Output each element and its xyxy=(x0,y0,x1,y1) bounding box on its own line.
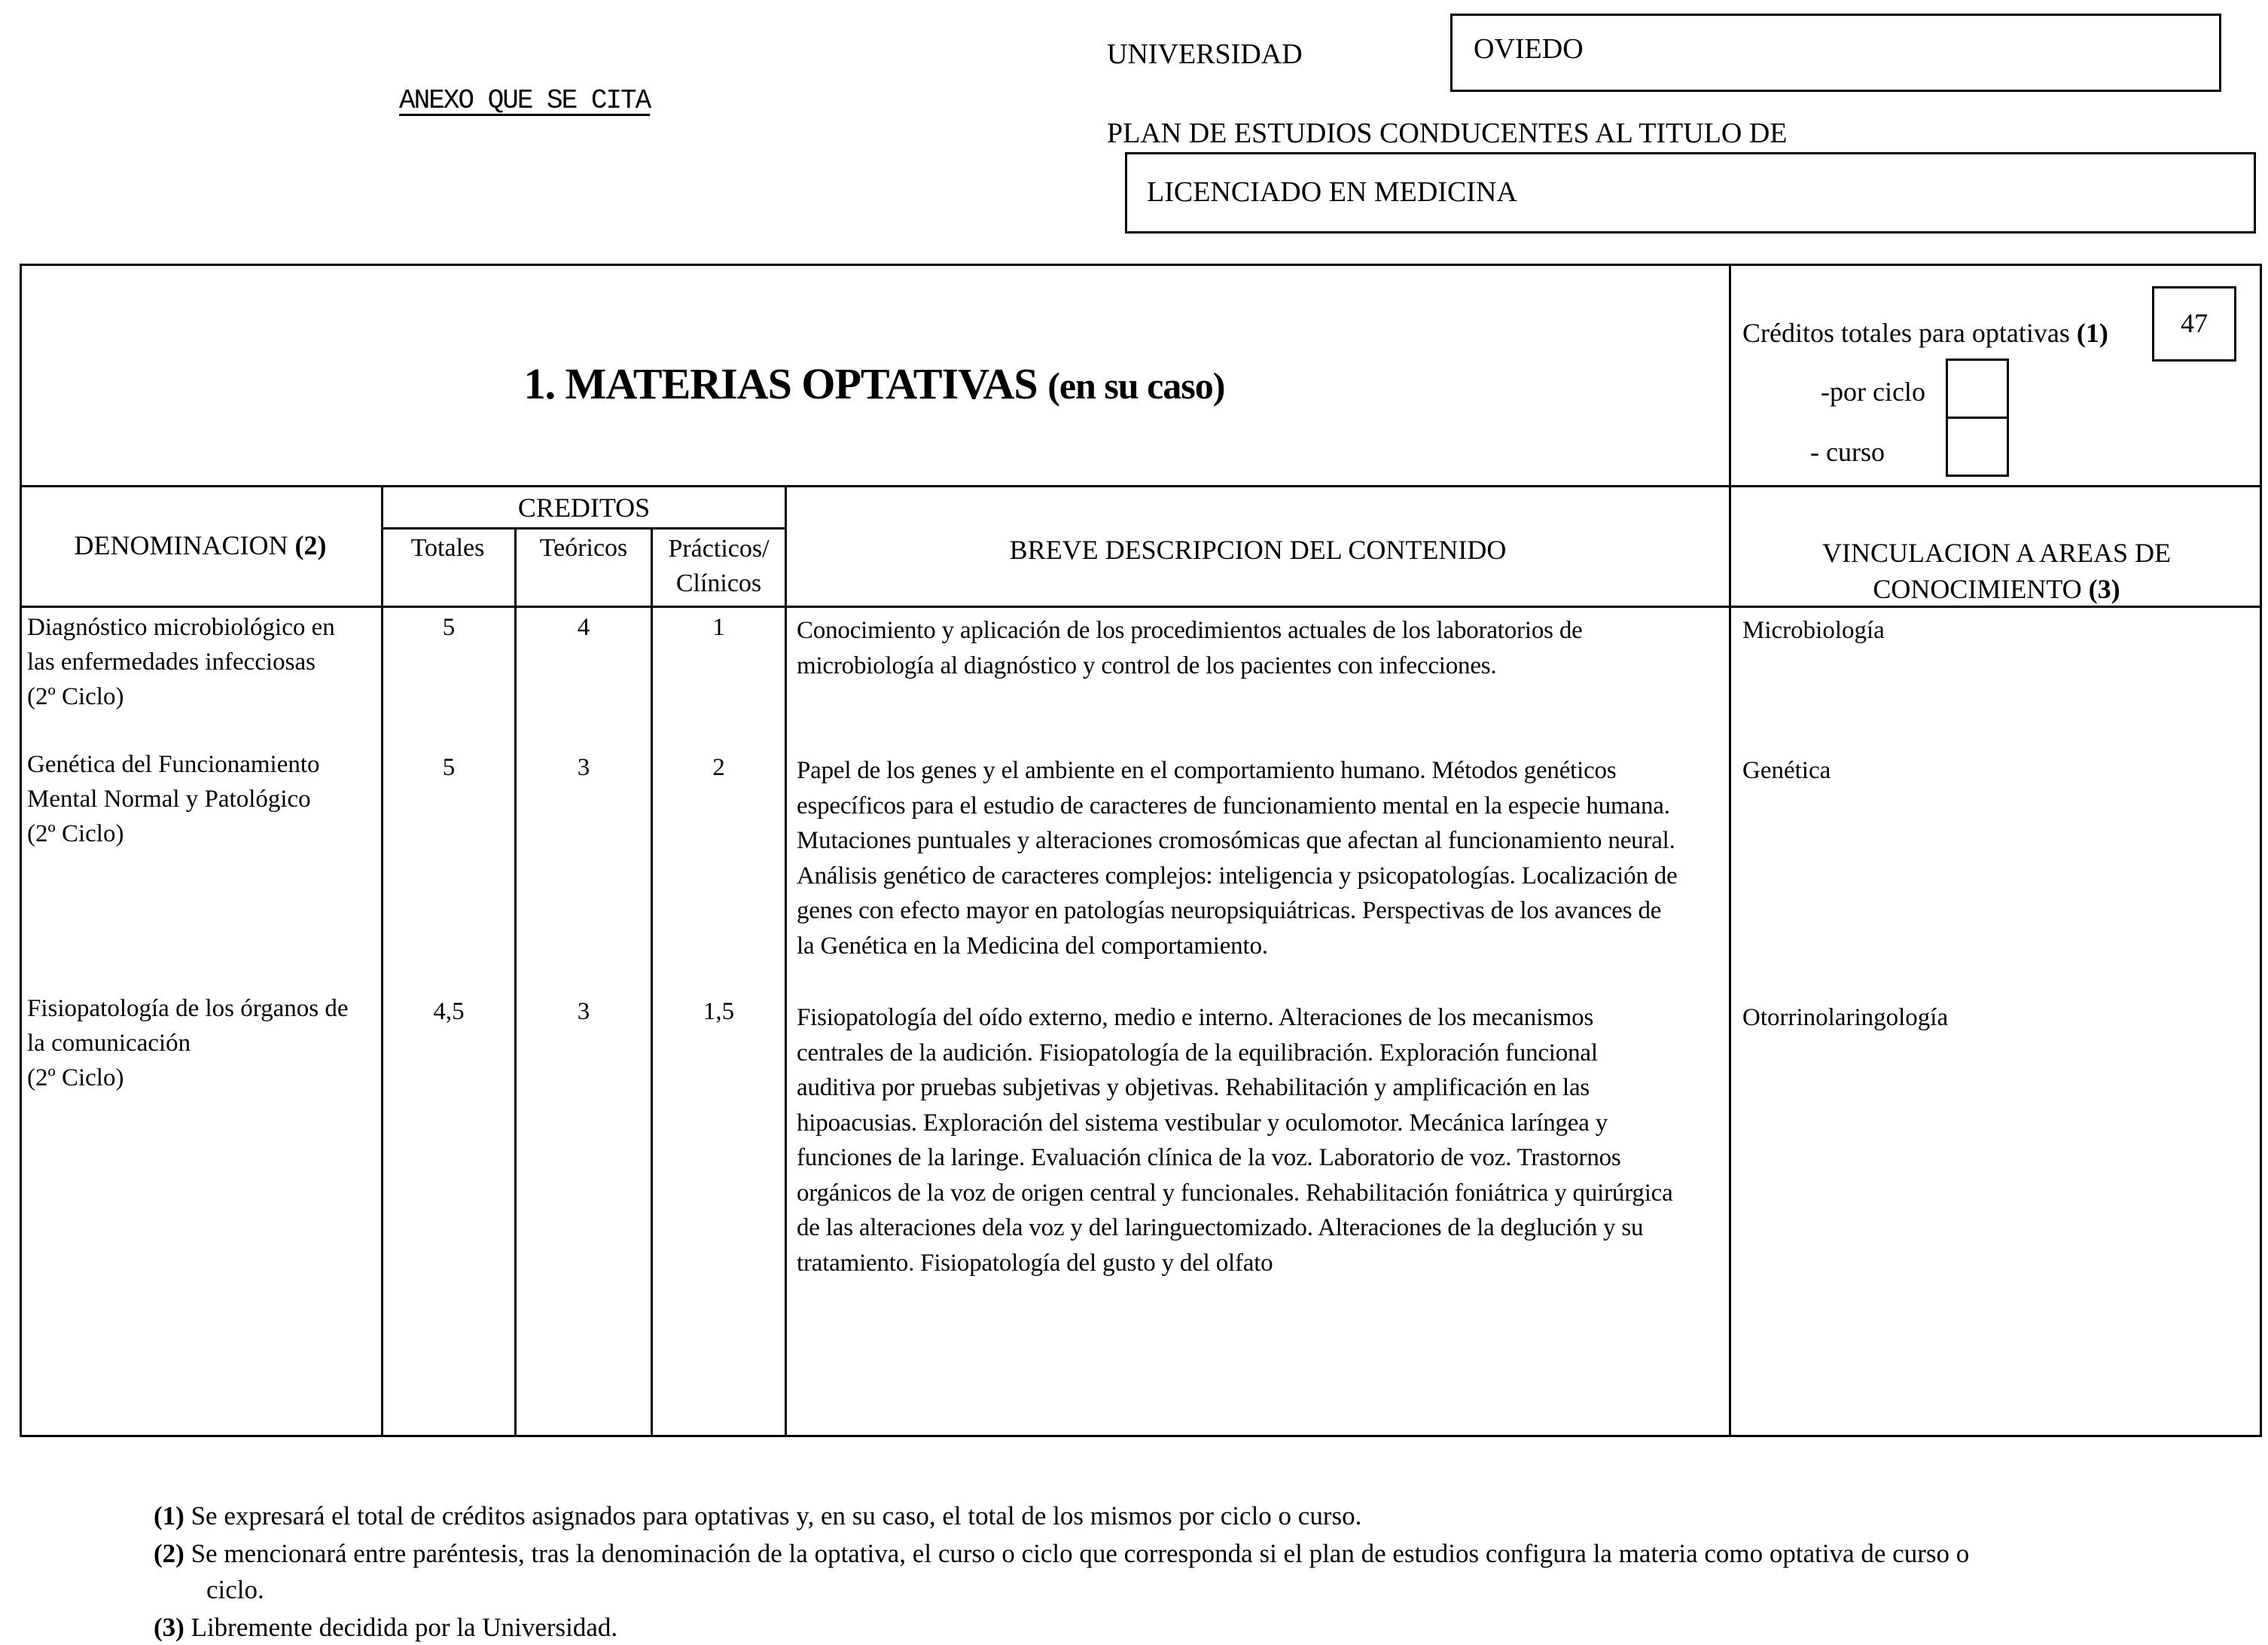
table-row-1-area: Microbiología xyxy=(1742,617,1885,644)
table-row-3-description: Fisiopatología del oído externo, medio e interno. Alteraciones de los mecanismos centrales de la audición. Fisiopatología de la equilibración. Exploración funcional auditiva por pruebas subjetivas y objetivas. Rehabilitación y amplificación en las hipoacusias. Exploración del sistema vestibular y oculomotor. Mecánica laríngea y funciones de la laringe. Evaluación clínica de la voz. Laboratorio de voz. Trastornos orgánicos de la voz de origen central y funcionales. Rehabilitación foniátrica y quirúrgica de las alteraciones dela voz y del laringuectomizado. Alteraciones de la deglución y su tratamiento. Fisiopatología del gusto y del olfato xyxy=(797,1004,1673,1277)
section-title-sub: (en su caso) xyxy=(1047,365,1225,407)
per-course-label: - curso xyxy=(1810,437,1885,467)
table-row-3-theoretical: 3 xyxy=(577,998,590,1025)
degree-field xyxy=(1125,152,2256,233)
university-field xyxy=(1450,14,2221,92)
per-course-box xyxy=(1946,417,2009,477)
table-row-2-description: Papel de los genes y el ambiente en el comportamiento humano. Métodos genéticos específicos para el estudio de caracteres de funcionamiento mental en la especie humana. Mutaciones puntuales y alteraciones cromosómicas que afectan al funcionamiento neural. Análisis genético de caracteres complejos: inteligencia y psicopatologías. Localización de genes con efecto mayor en patologías neuropsiquiátricas. Perspectivas de los avances de la Genética en la Medicina del comportamiento. xyxy=(797,757,1678,960)
col-header-description: BREVE DESCRIPCION DEL CONTENIDO xyxy=(1009,535,1507,565)
footnote-1-ref: (1) xyxy=(154,1501,184,1531)
table-row-2-practical: 2 xyxy=(712,754,725,781)
table-row-1-name: Diagnóstico microbiológico en las enfermedades infecciosas (2º Ciclo) xyxy=(27,614,335,710)
col-header-denomination: DENOMINACION (2) xyxy=(74,530,327,560)
col-header-totals: Totales xyxy=(410,534,485,562)
per-cycle-box xyxy=(1946,359,2009,419)
section-title xyxy=(20,360,1729,410)
col-divider-4 xyxy=(785,485,787,1437)
footnote-2-text: Se mencionará entre paréntesis, tras la denominación de la optativa, el curso o ciclo que corresponda si el plan de estudios configura la materia como optativa de curso o xyxy=(191,1539,1970,1568)
university-label: UNIVERSIDAD xyxy=(1107,38,1303,70)
credits-total-value: 47 xyxy=(2181,308,2208,338)
annex-title: ANEXO QUE SE CITA xyxy=(399,85,651,116)
col-divider-2 xyxy=(514,527,517,1437)
table-row-2-name: Genética del Funcionamiento Mental Normal y Patológico (2º Ciclo) xyxy=(27,751,320,847)
table-row-3-name: Fisiopatología de los órganos de la comunicación (2º Ciclo) xyxy=(27,995,349,1091)
footnote-3 xyxy=(154,1610,2232,1645)
table-row-2-totals: 5 xyxy=(442,754,456,781)
table-row-3-area: Otorrinolaringología xyxy=(1742,1004,1949,1031)
col-divider-5 xyxy=(1729,264,1731,1437)
col-header-areas: VINCULACION A AREAS DE CONOCIMIENTO (3) xyxy=(1821,538,2172,604)
table-row-2-theoretical: 3 xyxy=(577,754,590,781)
table-row-3-totals: 4,5 xyxy=(433,998,465,1025)
footnote-2-ref: (2) xyxy=(154,1539,184,1568)
col-header-credits: CREDITOS xyxy=(517,493,651,523)
degree-value: LICENCIADO EN MEDICINA xyxy=(1147,176,1517,208)
footnote-1 xyxy=(154,1499,2232,1534)
section-title-main: 1. MATERIAS OPTATIVAS xyxy=(523,359,1038,408)
credits-subheader-divider xyxy=(381,527,787,530)
table-row-3-practical: 1,5 xyxy=(703,998,735,1025)
footnote-1-text: Se expresará el total de créditos asignados para optativas y, en su caso, el total de los mismos por ciclo o curso. xyxy=(191,1501,1362,1531)
footnote-2 xyxy=(154,1537,2232,1571)
table-row-1-theoretical: 4 xyxy=(577,614,590,641)
footnote-3-ref: (3) xyxy=(154,1613,184,1642)
table-row-2-area: Genética xyxy=(1742,757,1831,784)
credits-total-label: Créditos totales para optativas (1) xyxy=(1742,318,2108,348)
footnote-3-text: Libremente decidida por la Universidad. xyxy=(191,1613,618,1642)
col-divider-3 xyxy=(651,527,653,1437)
table-row-1-practical: 1 xyxy=(712,614,725,641)
plan-label: PLAN DE ESTUDIOS CONDUCENTES AL TITULO DE xyxy=(1107,118,1788,149)
table-row-1-totals: 5 xyxy=(442,614,456,641)
credits-total-box xyxy=(2152,286,2236,362)
university-value: OVIEDO xyxy=(1474,33,1584,65)
table-row-1-description: Conocimiento y aplicación de los procedimientos actuales de los laboratorios de microbiología al diagnóstico y control de los pacientes con infecciones. xyxy=(797,617,1583,679)
per-cycle-label: -por ciclo xyxy=(1821,377,1925,407)
footnote-2-continuation: ciclo. xyxy=(206,1575,264,1604)
col-header-theoretical: Teóricos xyxy=(539,534,628,562)
col-header-practical: Prácticos/ Clínicos xyxy=(668,535,770,597)
title-row-divider xyxy=(20,485,2262,487)
